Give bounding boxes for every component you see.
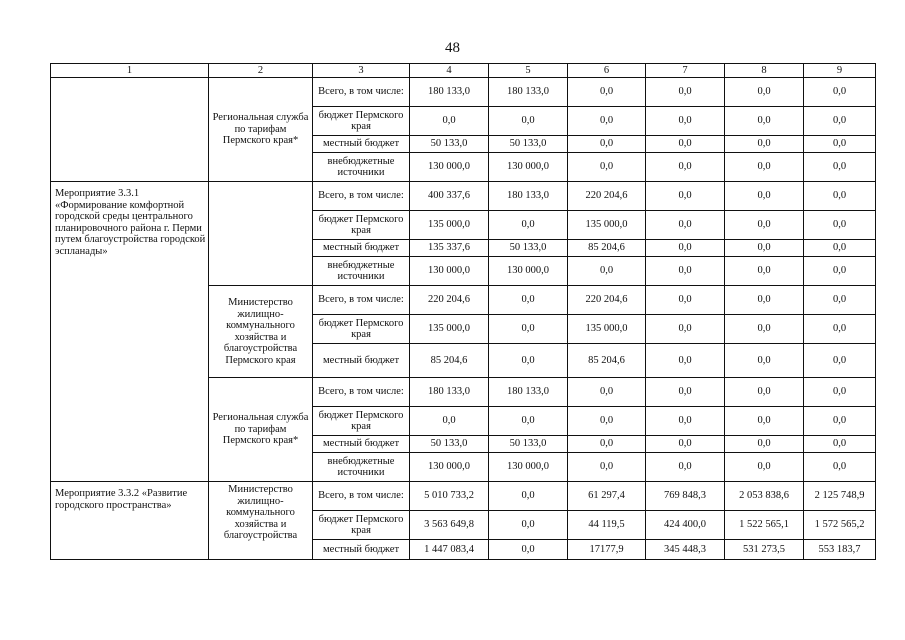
value-cell: 0,0 bbox=[725, 407, 804, 436]
budget-table bbox=[50, 63, 876, 560]
value-cell: 0,0 bbox=[725, 182, 804, 211]
value-cell: 180 133,0 bbox=[410, 78, 489, 107]
header-cell: 8 bbox=[725, 64, 804, 78]
funding-source: бюджет Пермского края bbox=[313, 211, 410, 240]
value-cell: 0,0 bbox=[489, 540, 568, 560]
value-cell: 0,0 bbox=[489, 107, 568, 136]
value-cell: 0,0 bbox=[804, 344, 876, 378]
value-cell: 0,0 bbox=[410, 107, 489, 136]
value-cell: 220 204,6 bbox=[410, 286, 489, 315]
value-cell: 135 000,0 bbox=[410, 211, 489, 240]
value-cell: 0,0 bbox=[646, 436, 725, 453]
value-cell: 0,0 bbox=[725, 78, 804, 107]
executor-cell-empty bbox=[209, 182, 313, 286]
value-cell: 0,0 bbox=[804, 153, 876, 182]
funding-source: местный бюджет bbox=[313, 436, 410, 453]
page-number: 48 bbox=[445, 40, 460, 56]
activity-name: Мероприятие 3.3.1 «Формирование комфортной городской среды центрального планировочного района г. Перми путем благоустройства городской эспланады» bbox=[51, 182, 209, 482]
value-cell: 2 053 838,6 bbox=[725, 482, 804, 511]
header-cell: 3 bbox=[313, 64, 410, 78]
value-cell: 0,0 bbox=[489, 315, 568, 344]
value-cell: 0,0 bbox=[568, 436, 646, 453]
executor-name: Региональная служба по тарифам Пермского края* bbox=[209, 378, 313, 482]
value-cell: 2 125 748,9 bbox=[804, 482, 876, 511]
value-cell: 0,0 bbox=[804, 257, 876, 286]
value-cell: 0,0 bbox=[725, 315, 804, 344]
header-cell: 9 bbox=[804, 64, 876, 78]
executor-name: Министерство жилищно-коммунального хозяйства и благоустройства bbox=[209, 482, 313, 560]
value-cell: 130 000,0 bbox=[489, 153, 568, 182]
value-cell: 5 010 733,2 bbox=[410, 482, 489, 511]
funding-source: внебюджетные источники bbox=[313, 257, 410, 286]
value-cell: 130 000,0 bbox=[489, 257, 568, 286]
value-cell: 0,0 bbox=[804, 136, 876, 153]
value-cell: 0,0 bbox=[804, 453, 876, 482]
value-cell: 0,0 bbox=[804, 407, 876, 436]
value-cell: 0,0 bbox=[646, 211, 725, 240]
header-cell: 6 bbox=[568, 64, 646, 78]
header-row bbox=[51, 64, 876, 78]
activity-cell-empty bbox=[51, 78, 209, 182]
funding-source: местный бюджет bbox=[313, 540, 410, 560]
value-cell: 85 204,6 bbox=[410, 344, 489, 378]
value-cell: 3 563 649,8 bbox=[410, 511, 489, 540]
value-cell: 0,0 bbox=[804, 182, 876, 211]
value-cell: 0,0 bbox=[804, 315, 876, 344]
value-cell: 0,0 bbox=[646, 182, 725, 211]
header-cell: 1 bbox=[51, 64, 209, 78]
value-cell: 0,0 bbox=[489, 286, 568, 315]
value-cell: 180 133,0 bbox=[410, 378, 489, 407]
value-cell: 180 133,0 bbox=[489, 78, 568, 107]
value-cell: 0,0 bbox=[725, 257, 804, 286]
value-cell: 50 133,0 bbox=[410, 436, 489, 453]
value-cell: 0,0 bbox=[804, 78, 876, 107]
value-cell: 345 448,3 bbox=[646, 540, 725, 560]
value-cell: 0,0 bbox=[489, 511, 568, 540]
value-cell: 0,0 bbox=[646, 344, 725, 378]
value-cell: 0,0 bbox=[725, 153, 804, 182]
value-cell: 0,0 bbox=[725, 107, 804, 136]
value-cell: 769 848,3 bbox=[646, 482, 725, 511]
value-cell: 0,0 bbox=[646, 78, 725, 107]
funding-source: местный бюджет bbox=[313, 136, 410, 153]
executor-name: Министерство жилищно-коммунального хозяйства и благоустройства Пермского края bbox=[209, 286, 313, 378]
value-cell: 130 000,0 bbox=[410, 257, 489, 286]
value-cell: 0,0 bbox=[804, 378, 876, 407]
funding-source: Всего, в том числе: bbox=[313, 378, 410, 407]
value-cell: 0,0 bbox=[568, 78, 646, 107]
funding-source: бюджет Пермского края bbox=[313, 511, 410, 540]
value-cell: 400 337,6 bbox=[410, 182, 489, 211]
executor-name: Региональная служба по тарифам Пермского края* bbox=[209, 78, 313, 182]
funding-source: Всего, в том числе: bbox=[313, 78, 410, 107]
value-cell: 0,0 bbox=[568, 407, 646, 436]
value-cell: 130 000,0 bbox=[410, 153, 489, 182]
table-row bbox=[51, 78, 876, 107]
value-cell: 0,0 bbox=[804, 107, 876, 136]
value-cell: 180 133,0 bbox=[489, 182, 568, 211]
value-cell: 50 133,0 bbox=[489, 240, 568, 257]
value-cell: 0,0 bbox=[725, 240, 804, 257]
value-cell: 220 204,6 bbox=[568, 182, 646, 211]
value-cell: 85 204,6 bbox=[568, 240, 646, 257]
value-cell: 0,0 bbox=[725, 453, 804, 482]
value-cell: 1 522 565,1 bbox=[725, 511, 804, 540]
value-cell: 0,0 bbox=[725, 378, 804, 407]
value-cell: 0,0 bbox=[568, 107, 646, 136]
value-cell: 44 119,5 bbox=[568, 511, 646, 540]
funding-source: Всего, в том числе: bbox=[313, 482, 410, 511]
value-cell: 0,0 bbox=[568, 453, 646, 482]
value-cell: 0,0 bbox=[568, 136, 646, 153]
value-cell: 0,0 bbox=[725, 436, 804, 453]
value-cell: 553 183,7 bbox=[804, 540, 876, 560]
value-cell: 61 297,4 bbox=[568, 482, 646, 511]
value-cell: 0,0 bbox=[804, 436, 876, 453]
value-cell: 1 572 565,2 bbox=[804, 511, 876, 540]
value-cell: 0,0 bbox=[646, 453, 725, 482]
funding-source: бюджет Пермского края bbox=[313, 315, 410, 344]
value-cell: 0,0 bbox=[725, 136, 804, 153]
value-cell: 424 400,0 bbox=[646, 511, 725, 540]
value-cell: 0,0 bbox=[489, 211, 568, 240]
table-row bbox=[51, 182, 876, 211]
funding-source: Всего, в том числе: bbox=[313, 286, 410, 315]
header-cell: 4 bbox=[410, 64, 489, 78]
table-row bbox=[51, 482, 876, 511]
value-cell: 0,0 bbox=[568, 153, 646, 182]
value-cell: 0,0 bbox=[725, 286, 804, 315]
value-cell: 0,0 bbox=[646, 257, 725, 286]
value-cell: 220 204,6 bbox=[568, 286, 646, 315]
value-cell: 0,0 bbox=[410, 407, 489, 436]
value-cell: 130 000,0 bbox=[410, 453, 489, 482]
value-cell: 0,0 bbox=[646, 136, 725, 153]
value-cell: 0,0 bbox=[489, 482, 568, 511]
value-cell: 0,0 bbox=[489, 407, 568, 436]
value-cell: 0,0 bbox=[646, 286, 725, 315]
value-cell: 0,0 bbox=[804, 240, 876, 257]
value-cell: 0,0 bbox=[646, 153, 725, 182]
value-cell: 50 133,0 bbox=[489, 136, 568, 153]
value-cell: 0,0 bbox=[804, 286, 876, 315]
value-cell: 17177,9 bbox=[568, 540, 646, 560]
value-cell: 135 337,6 bbox=[410, 240, 489, 257]
value-cell: 0,0 bbox=[646, 240, 725, 257]
value-cell: 0,0 bbox=[646, 378, 725, 407]
value-cell: 180 133,0 bbox=[489, 378, 568, 407]
value-cell: 0,0 bbox=[489, 344, 568, 378]
header-cell: 2 bbox=[209, 64, 313, 78]
value-cell: 135 000,0 bbox=[410, 315, 489, 344]
activity-name: Мероприятие 3.3.2 «Развитие городского пространства» bbox=[51, 482, 209, 560]
value-cell: 531 273,5 bbox=[725, 540, 804, 560]
value-cell: 1 447 083,4 bbox=[410, 540, 489, 560]
value-cell: 0,0 bbox=[646, 107, 725, 136]
funding-source: внебюджетные источники bbox=[313, 153, 410, 182]
funding-source: местный бюджет bbox=[313, 240, 410, 257]
value-cell: 135 000,0 bbox=[568, 211, 646, 240]
value-cell: 50 133,0 bbox=[489, 436, 568, 453]
value-cell: 135 000,0 bbox=[568, 315, 646, 344]
value-cell: 0,0 bbox=[568, 257, 646, 286]
funding-source: местный бюджет bbox=[313, 344, 410, 378]
header-cell: 7 bbox=[646, 64, 725, 78]
value-cell: 0,0 bbox=[568, 378, 646, 407]
value-cell: 0,0 bbox=[725, 344, 804, 378]
value-cell: 50 133,0 bbox=[410, 136, 489, 153]
funding-source: бюджет Пермского края bbox=[313, 107, 410, 136]
value-cell: 85 204,6 bbox=[568, 344, 646, 378]
value-cell: 130 000,0 bbox=[489, 453, 568, 482]
value-cell: 0,0 bbox=[646, 315, 725, 344]
funding-source: бюджет Пермского края bbox=[313, 407, 410, 436]
funding-source: Всего, в том числе: bbox=[313, 182, 410, 211]
value-cell: 0,0 bbox=[804, 211, 876, 240]
value-cell: 0,0 bbox=[646, 407, 725, 436]
value-cell: 0,0 bbox=[725, 211, 804, 240]
header-cell: 5 bbox=[489, 64, 568, 78]
funding-source: внебюджетные источники bbox=[313, 453, 410, 482]
